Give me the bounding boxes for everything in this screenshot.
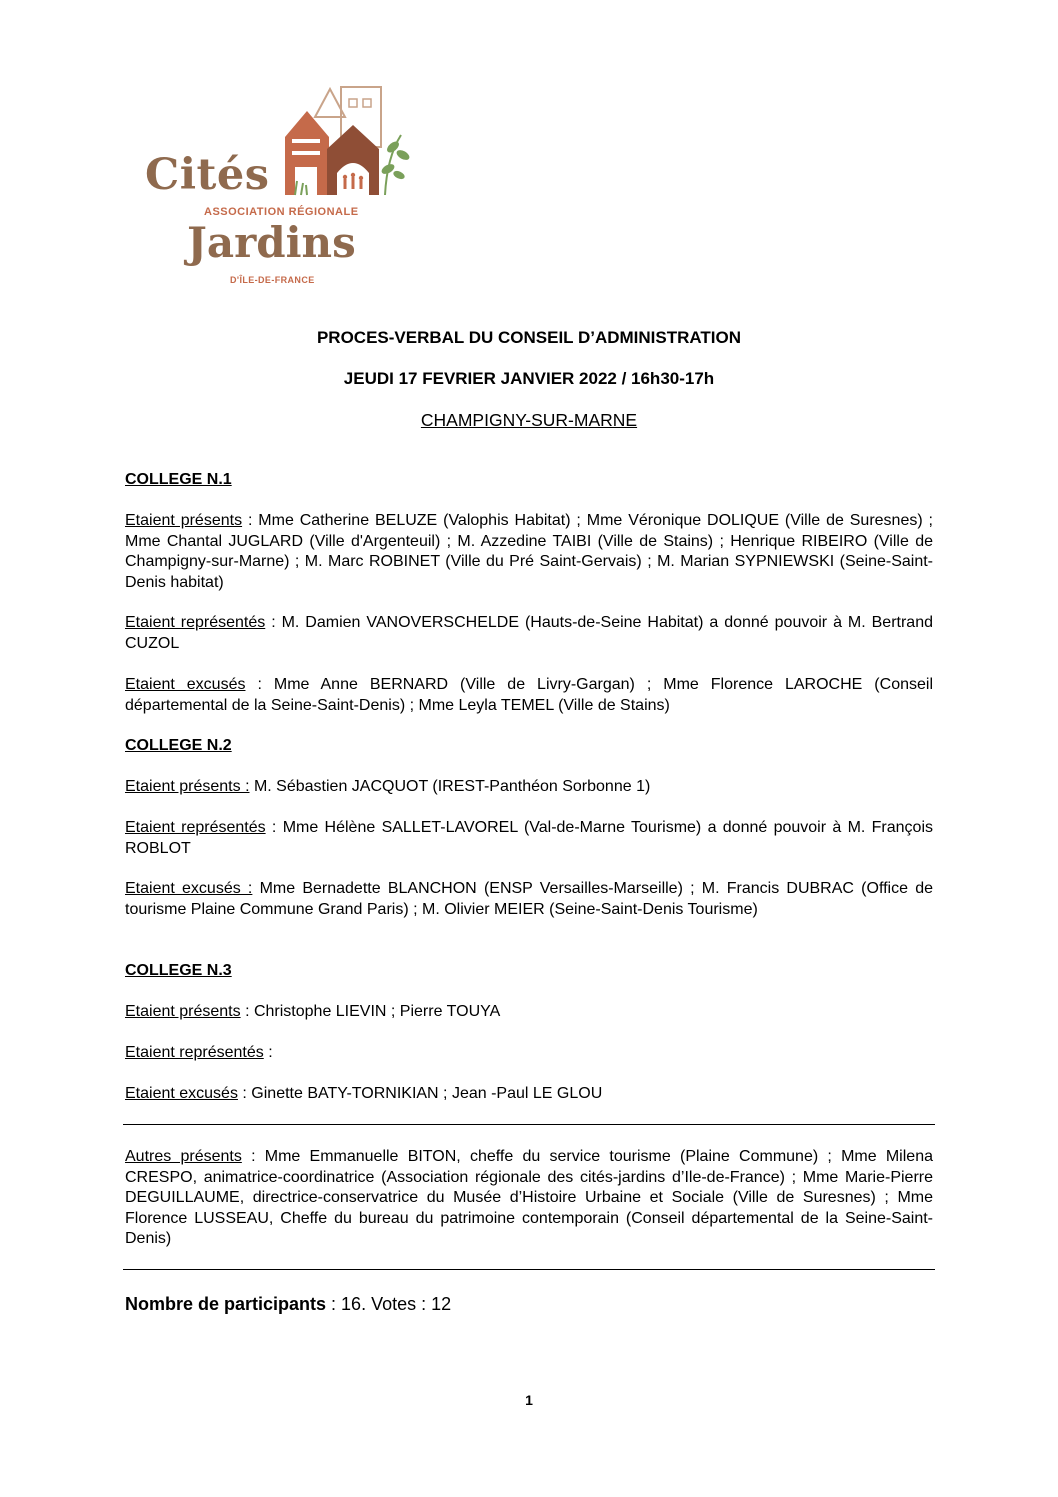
excused-label: Etaient excusés xyxy=(125,1085,238,1102)
page-number: 1 xyxy=(525,1392,533,1408)
college-1-excused xyxy=(125,675,933,716)
excused-label: Etaient excusés xyxy=(125,676,246,693)
college-2-presents xyxy=(125,777,933,798)
college-1-represented xyxy=(125,613,933,654)
association-logo xyxy=(140,72,415,292)
college-2-excused xyxy=(125,879,933,920)
excused-label: Etaient excusés : xyxy=(125,880,253,897)
other-attendees xyxy=(125,1147,933,1250)
divider xyxy=(123,1269,935,1270)
logo-subtitle: ASSOCIATION RÉGIONALE xyxy=(204,206,359,218)
represented-text: : Mme Hélène SALLET-LAVOREL (Val-de-Marne Tourisme) a donné pouvoir à M. François ROBLOT xyxy=(125,819,934,857)
presents-text: : Christophe LIEVIN ; Pierre TOUYA xyxy=(240,1003,501,1020)
participants-label: Nombre de participants xyxy=(125,1294,327,1314)
represented-text: : xyxy=(263,1044,273,1061)
college-2-heading: COLLEGE N.2 xyxy=(125,737,232,754)
excused-text: Mme Bernadette BLANCHON (ENSP Versailles-Marseille) ; M. Francis DUBRAC (Office de tourisme Plaine Commune Grand Paris) ; M. Olivier MEIER (Seine-Saint-Denis Tourisme) xyxy=(125,880,934,918)
presents-label: Etaient présents xyxy=(125,512,243,529)
college-1-presents xyxy=(125,511,933,593)
college-3-excused xyxy=(125,1084,933,1105)
document-title: PROCES-VERBAL DU CONSEIL D’ADMINISTRATION xyxy=(316,328,742,347)
presents-text: M. Sébastien JACQUOT (IREST-Panthéon Sorbonne 1) xyxy=(249,778,651,795)
college-3-presents xyxy=(125,1002,933,1023)
presents-text: : Mme Catherine BELUZE (Valophis Habitat) ; Mme Véronique DOLIQUE (Ville de Suresnes) ; Mme Chantal JUGLARD (Ville d'Argenteuil) ; M. Azzedine TAIBI (Ville de Stains) ; Henrique RIBEIRO (Ville de Champigny-sur-Marne) ; M. Marc ROBINET (Ville du Pré Saint-Gervais) ; M. Marian SYPNIEWSKI (Seine-Saint-Denis habitat) xyxy=(125,512,934,591)
participants-text: : 16. Votes : 12 xyxy=(326,1294,452,1314)
logo-word-jardins: Jardins xyxy=(187,218,356,267)
represented-label: Etaient représentés xyxy=(125,614,266,631)
college-3-heading: COLLEGE N.3 xyxy=(125,962,232,979)
meeting-date: JEUDI 17 FEVRIER JANVIER 2022 / 16h30-17h xyxy=(343,369,715,388)
excused-text: : Ginette BATY-TORNIKIAN ; Jean -Paul LE GLOU xyxy=(237,1085,603,1102)
meeting-place: CHAMPIGNY-SUR-MARNE xyxy=(420,410,638,430)
houses-garden-icon xyxy=(275,77,415,207)
logo-region: D'ÎLE-DE-FRANCE xyxy=(230,275,315,285)
college-2-represented xyxy=(125,818,933,859)
others-text: : Mme Emmanuelle BITON, cheffe du service tourisme (Plaine Commune) ; Mme Milena CRESPO, animatrice-coordinatrice (Association régionale des cités-jardins d’Ile-de-France) ; Mme Marie-Pierre DEGUILLAUME, directrice-conservatrice du Musée d’Histoire Urbaine et Sociale (Ville de Suresnes) ; Mme Florence LUSSEAU, Cheffe du bureau du patrimoine contemporain (Conseil départemental de la Seine-Saint-Denis) xyxy=(125,1148,933,1247)
college-1-heading: COLLEGE N.1 xyxy=(125,471,232,488)
represented-text: : M. Damien VANOVERSCHELDE (Hauts-de-Seine Habitat) a donné pouvoir à M. Bertrand CUZOL xyxy=(125,614,933,652)
logo-word-cites: Cités xyxy=(145,150,270,200)
divider xyxy=(123,1124,935,1125)
college-3-represented xyxy=(125,1043,933,1064)
represented-label: Etaient représentés xyxy=(125,1044,264,1061)
presents-label: Etaient présents xyxy=(125,1003,241,1020)
represented-label: Etaient représentés xyxy=(125,819,266,836)
excused-text: : Mme Anne BERNARD (Ville de Livry-Gargan) ; Mme Florence LAROCHE (Conseil départemental de la Seine-Saint-Denis) ; Mme Leyla TEMEL (Ville de Stains) xyxy=(125,676,933,714)
others-label: Autres présents xyxy=(125,1148,242,1165)
presents-label: Etaient présents : xyxy=(125,778,250,795)
participants-summary xyxy=(125,1294,451,1315)
